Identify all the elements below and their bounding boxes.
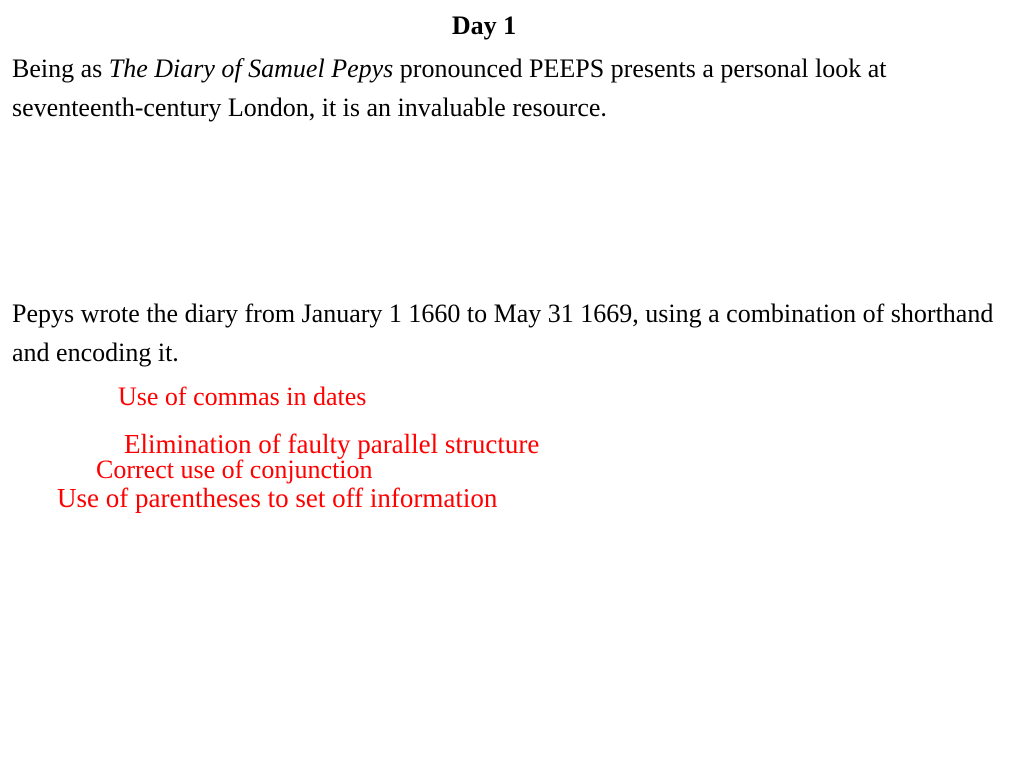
slide-title: Day 1	[451, 11, 517, 40]
annotation-parentheses: Use of parentheses to set off information	[57, 483, 498, 513]
paragraph-1-rest-text: pronounced PEEPS presents a personal look at seventeenth-century London, it is an invaluable resource.	[12, 54, 887, 122]
paragraph-1-lead-text: Being as	[12, 54, 109, 83]
annotation-commas-in-dates: Use of commas in dates	[118, 382, 367, 411]
paragraph-pepys-diary	[12, 49, 1012, 127]
annotation-faulty-parallel: Elimination of faulty parallel structure	[124, 429, 540, 459]
book-title: The Diary of Samuel Pepys	[108, 54, 394, 83]
paragraph-diary-dates: Pepys wrote the diary from January 1 1660 to May 31 1669, using a combination of shorthand and encoding it.	[12, 299, 994, 367]
annotation-conjunction: Correct use of conjunction	[96, 455, 373, 484]
